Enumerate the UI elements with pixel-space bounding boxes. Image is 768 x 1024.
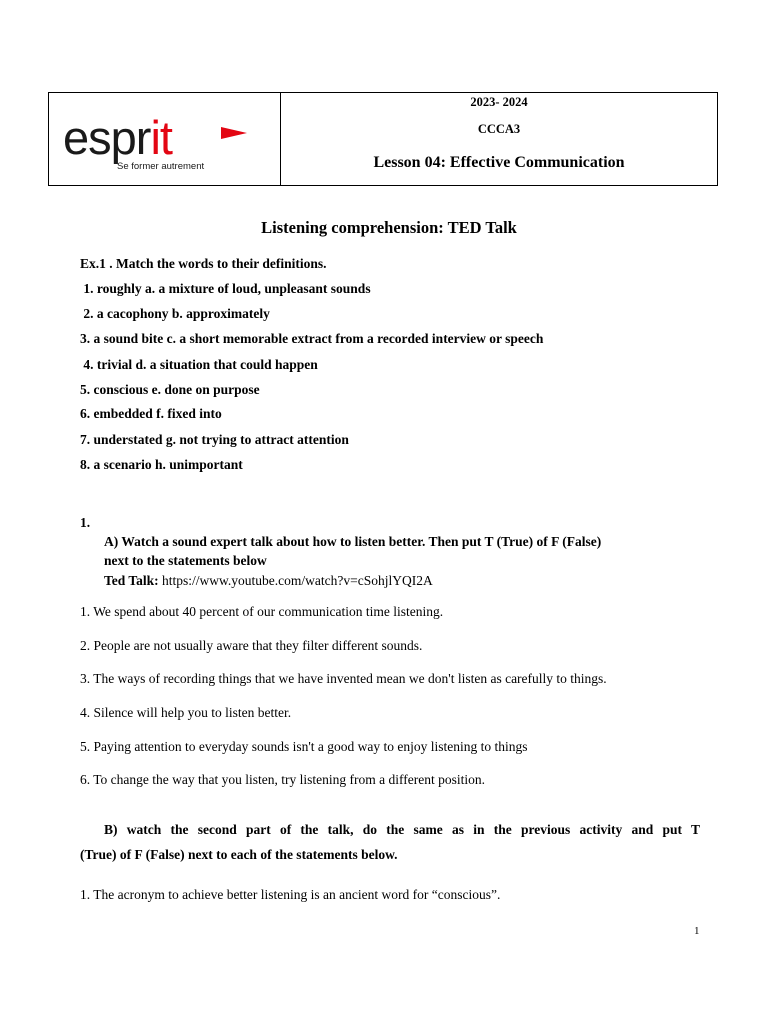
course-info-cell (281, 93, 717, 185)
logo-tagline: Se former autrement (117, 161, 205, 172)
exercise-1-heading: Ex.1 . Match the words to their definitions. (80, 256, 327, 271)
header-table (48, 92, 718, 186)
flag-icon (221, 127, 247, 141)
match-item: 7. understated g. not trying to attract attention (80, 432, 349, 447)
statement: 4. Silence will help you to listen better. (80, 705, 292, 720)
statement: 5. Paying attention to everyday sounds isn't a good way to enjoy listening to things (80, 739, 528, 754)
logo-cell (49, 93, 281, 185)
statement: 6. To change the way that you listen, try listening from a different position. (80, 772, 485, 787)
match-item: 6. embedded f. fixed into (80, 406, 222, 421)
statement: 2. People are not usually aware that they filter different sounds. (80, 638, 423, 653)
ted-talk-reference (104, 573, 433, 589)
part-a-instruction: A) Watch a sound expert talk about how to listen better. Then put T (True) of F (False) (104, 534, 602, 549)
logo-accent-text: it (150, 111, 172, 164)
part-b-instruction: B) watch the second part of the talk, do the same as in the previous activity and put T (104, 822, 700, 837)
academic-year: 2023- 2024 (470, 95, 528, 109)
ted-talk-link[interactable]: https://www.youtube.com/watch?v=cSohjlYQI2A (158, 573, 433, 588)
match-item: 2. a cacophony b. approximately (80, 306, 270, 321)
match-item: 5. conscious e. done on purpose (80, 382, 260, 397)
match-item: 4. trivial d. a situation that could happen (80, 357, 318, 372)
esprit-logo (63, 111, 172, 164)
course-code: CCCA3 (477, 122, 521, 136)
statement: 1. We spend about 40 percent of our communication time listening. (80, 604, 444, 619)
section-number: 1. (80, 515, 91, 530)
page-number: 1 (694, 925, 700, 937)
ted-talk-label: Ted Talk: (104, 573, 159, 588)
statement: 1. The acronym to achieve better listening is an ancient word for “conscious”. (80, 887, 501, 902)
page-title: Listening comprehension: TED Talk (261, 218, 517, 237)
match-item: 3. a sound bite c. a short memorable extract from a recorded interview or speech (80, 331, 544, 346)
statement: 3. The ways of recording things that we have invented mean we don't listen as carefully to things. (80, 671, 607, 686)
match-item: 8. a scenario h. unimportant (80, 457, 243, 472)
match-item: 1. roughly a. a mixture of loud, unpleasant sounds (80, 281, 371, 296)
lesson-title: Lesson 04: Effective Communication (373, 154, 625, 171)
part-b-instruction-cont: (True) of F (False) next to each of the statements below. (80, 847, 398, 862)
part-a-instruction-cont: next to the statements below (104, 553, 267, 568)
logo-main-text: espr (63, 111, 151, 164)
